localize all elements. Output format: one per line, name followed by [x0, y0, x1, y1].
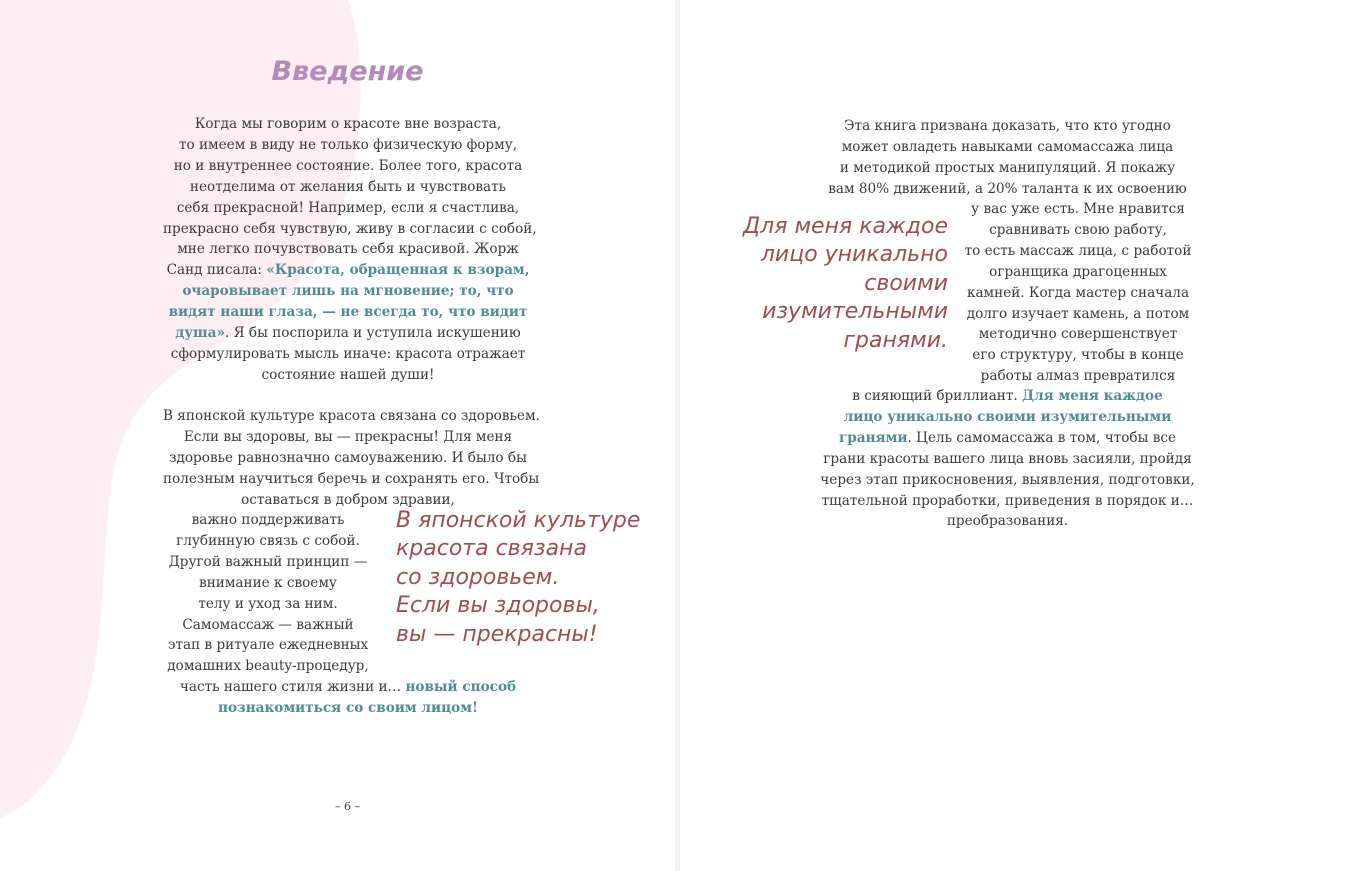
text-run: глубинную связь с собой. — [176, 532, 360, 549]
text-line — [163, 677, 533, 698]
text-run: Другой важный принцип — — [168, 553, 368, 570]
text-line — [163, 135, 533, 156]
text-line — [163, 260, 533, 281]
text-run: может овладеть навыками самомассажа лица — [841, 138, 1174, 155]
text-run: здоровье равнозначно самоуважению. И было бы — [169, 449, 527, 466]
text-run: этап в ритуале ежедневных — [167, 637, 369, 654]
right-paragraph-top — [825, 116, 1190, 200]
pull-quote-line: красота связана — [396, 536, 587, 562]
text-line — [163, 656, 373, 677]
pull-quote-line: лицо уникально — [760, 242, 948, 268]
text-line — [163, 635, 373, 656]
text-line — [825, 116, 1190, 137]
text-line — [820, 491, 1195, 512]
text-run: В японской культуре красота связана со здоровьем. — [163, 408, 540, 424]
right-paragraph-narrow — [963, 199, 1193, 387]
quote-highlight: Для меня каждое — [1021, 388, 1163, 404]
page-number: – 6 – — [335, 800, 360, 813]
text-line — [163, 198, 533, 219]
page-title: Введение — [271, 56, 424, 87]
quote-highlight: лицо уникально своими изумительными — [843, 408, 1172, 425]
pull-quote-line: своими — [864, 270, 948, 296]
text-line — [163, 573, 373, 594]
text-line — [820, 511, 1195, 532]
pull-quote-line: вы — прекрасны! — [396, 621, 598, 647]
pull-quote-line: Если вы здоровы, — [396, 593, 600, 619]
quote-highlight: «Красота, обращенная к взорам, — [266, 262, 530, 279]
pull-quote-line: В японской культуре — [396, 508, 641, 533]
text-line — [163, 302, 533, 323]
text-line — [963, 304, 1193, 325]
text-run: сравнивать свою работу, — [989, 221, 1167, 238]
pull-quote-line: гранями. — [843, 327, 948, 353]
text-run: у вас уже есть. Мне нравится — [971, 201, 1185, 217]
text-run: но и внутреннее состояние. Более того, красота — [173, 157, 523, 174]
text-run: прекрасно себя чувствую, живу в согласии с собой, — [163, 220, 537, 237]
text-run: то есть массаж лица, с работой — [964, 242, 1192, 259]
text-line — [963, 324, 1193, 345]
quote-highlight: душа» — [175, 325, 225, 342]
left-paragraph-1 — [163, 114, 537, 386]
text-line — [163, 615, 373, 636]
text-line — [963, 199, 1193, 220]
text-line — [963, 262, 1193, 283]
text-line — [163, 531, 373, 552]
text-line — [825, 158, 1190, 179]
text-run: работы алмаз превратился — [980, 368, 1176, 385]
text-line — [963, 283, 1193, 304]
text-run: полезным научиться беречь и сохранять его. Чтобы — [163, 470, 540, 487]
left-pull-quote — [396, 507, 640, 649]
text-line — [820, 470, 1195, 491]
text-line — [163, 469, 540, 490]
text-line — [163, 448, 533, 469]
text-run: долго изучает камень, а потом — [966, 305, 1190, 322]
text-run: тщательной проработки, приведения в порядок и… — [821, 492, 1194, 509]
text-line — [963, 366, 1193, 387]
quote-highlight: видят наши глаза, — не всегда то, что видит — [168, 304, 528, 321]
text-line — [163, 344, 533, 365]
text-run: методично совершенствует — [978, 326, 1178, 343]
text-line — [820, 428, 1195, 449]
text-run: Самомассаж — важный — [182, 616, 354, 633]
text-run: то имеем в виду не только физическую форму, — [178, 136, 518, 153]
text-line — [163, 406, 540, 427]
text-line — [163, 219, 537, 240]
quote-highlight: познакомиться со своим лицом! — [218, 699, 478, 716]
left-page — [0, 0, 675, 871]
text-line — [163, 552, 373, 573]
text-line — [825, 179, 1190, 200]
text-run: телу и уход за ним. — [198, 595, 338, 612]
text-run: себя прекрасной! Например, если я счастлива, — [176, 199, 520, 216]
text-line — [163, 281, 533, 302]
text-run: сформулировать мысль иначе: красота отражает — [170, 345, 526, 362]
text-run: камней. Когда мастер сначала — [966, 284, 1190, 301]
text-run: и методикой простых манипуляций. Я покажу — [839, 159, 1176, 176]
pull-quote-line: Для меня каждое — [742, 214, 948, 239]
text-line — [163, 594, 373, 615]
right-page — [680, 0, 1355, 871]
text-line — [820, 386, 1195, 407]
quote-highlight: очаровывает лишь на мгновение; то, что — [182, 283, 514, 300]
text-line — [163, 323, 533, 344]
text-line — [963, 345, 1193, 366]
text-line — [163, 114, 533, 135]
pull-quote-line: со здоровьем. — [396, 564, 560, 590]
text-line — [163, 698, 533, 719]
right-paragraph-bottom — [820, 386, 1195, 532]
text-run: важно поддерживать — [191, 512, 345, 528]
text-run: огранщика драгоценных — [989, 263, 1167, 280]
text-line — [963, 241, 1193, 262]
text-line — [163, 239, 533, 260]
text-run: состояние нашей души! — [261, 366, 435, 383]
text-run: Когда мы говорим о красоте вне возраста, — [194, 116, 502, 132]
text-run: Если вы здоровы, вы — прекрасны! Для меня — [183, 428, 513, 445]
text-run: Санд писала: — [166, 262, 267, 279]
text-run: вам 80% движений, а 20% таланта к их освоению — [828, 180, 1187, 197]
text-run: мне легко почувствовать себя красивой. Жорж — [177, 241, 519, 258]
text-run: домашних beauty-процедур, — [167, 658, 369, 675]
text-run: . Я бы поспорила и уступила искушению — [224, 325, 521, 342]
pull-quote-line: изумительными — [762, 299, 948, 325]
text-line — [163, 177, 533, 198]
text-run: . Цель самомассажа в том, чтобы все — [907, 429, 1177, 446]
text-run: его структуру, чтобы в конце — [972, 347, 1184, 364]
text-line — [163, 427, 533, 448]
text-line — [163, 156, 533, 177]
right-pull-quote — [720, 213, 948, 355]
text-run: оставаться в добром здравии, — [241, 491, 455, 508]
text-line — [963, 220, 1193, 241]
text-line — [163, 510, 373, 531]
left-paragraph-2-end — [163, 677, 533, 719]
text-line — [820, 407, 1195, 428]
text-run: грани красоты вашего лица вновь засияли, пройдя — [823, 450, 1192, 467]
left-paragraph-2-narrow — [163, 510, 373, 677]
text-run: через этап прикосновения, выявления, подготовки, — [820, 471, 1195, 488]
text-line — [825, 137, 1190, 158]
text-run: неотделима от желания быть и чувствовать — [189, 178, 507, 195]
quote-highlight: новый способ — [405, 679, 517, 695]
text-line — [820, 449, 1195, 470]
text-run: часть нашего стиля жизни и… — [179, 679, 406, 695]
text-run: Эта книга призвана доказать, что кто угодно — [844, 118, 1171, 134]
text-line — [163, 365, 533, 386]
quote-highlight: гранями — [838, 429, 908, 446]
text-run: в сияющий бриллиант. — [852, 388, 1022, 404]
text-run: преобразования. — [946, 513, 1069, 530]
left-paragraph-2 — [163, 406, 540, 511]
text-run: внимание к своему — [199, 574, 337, 591]
